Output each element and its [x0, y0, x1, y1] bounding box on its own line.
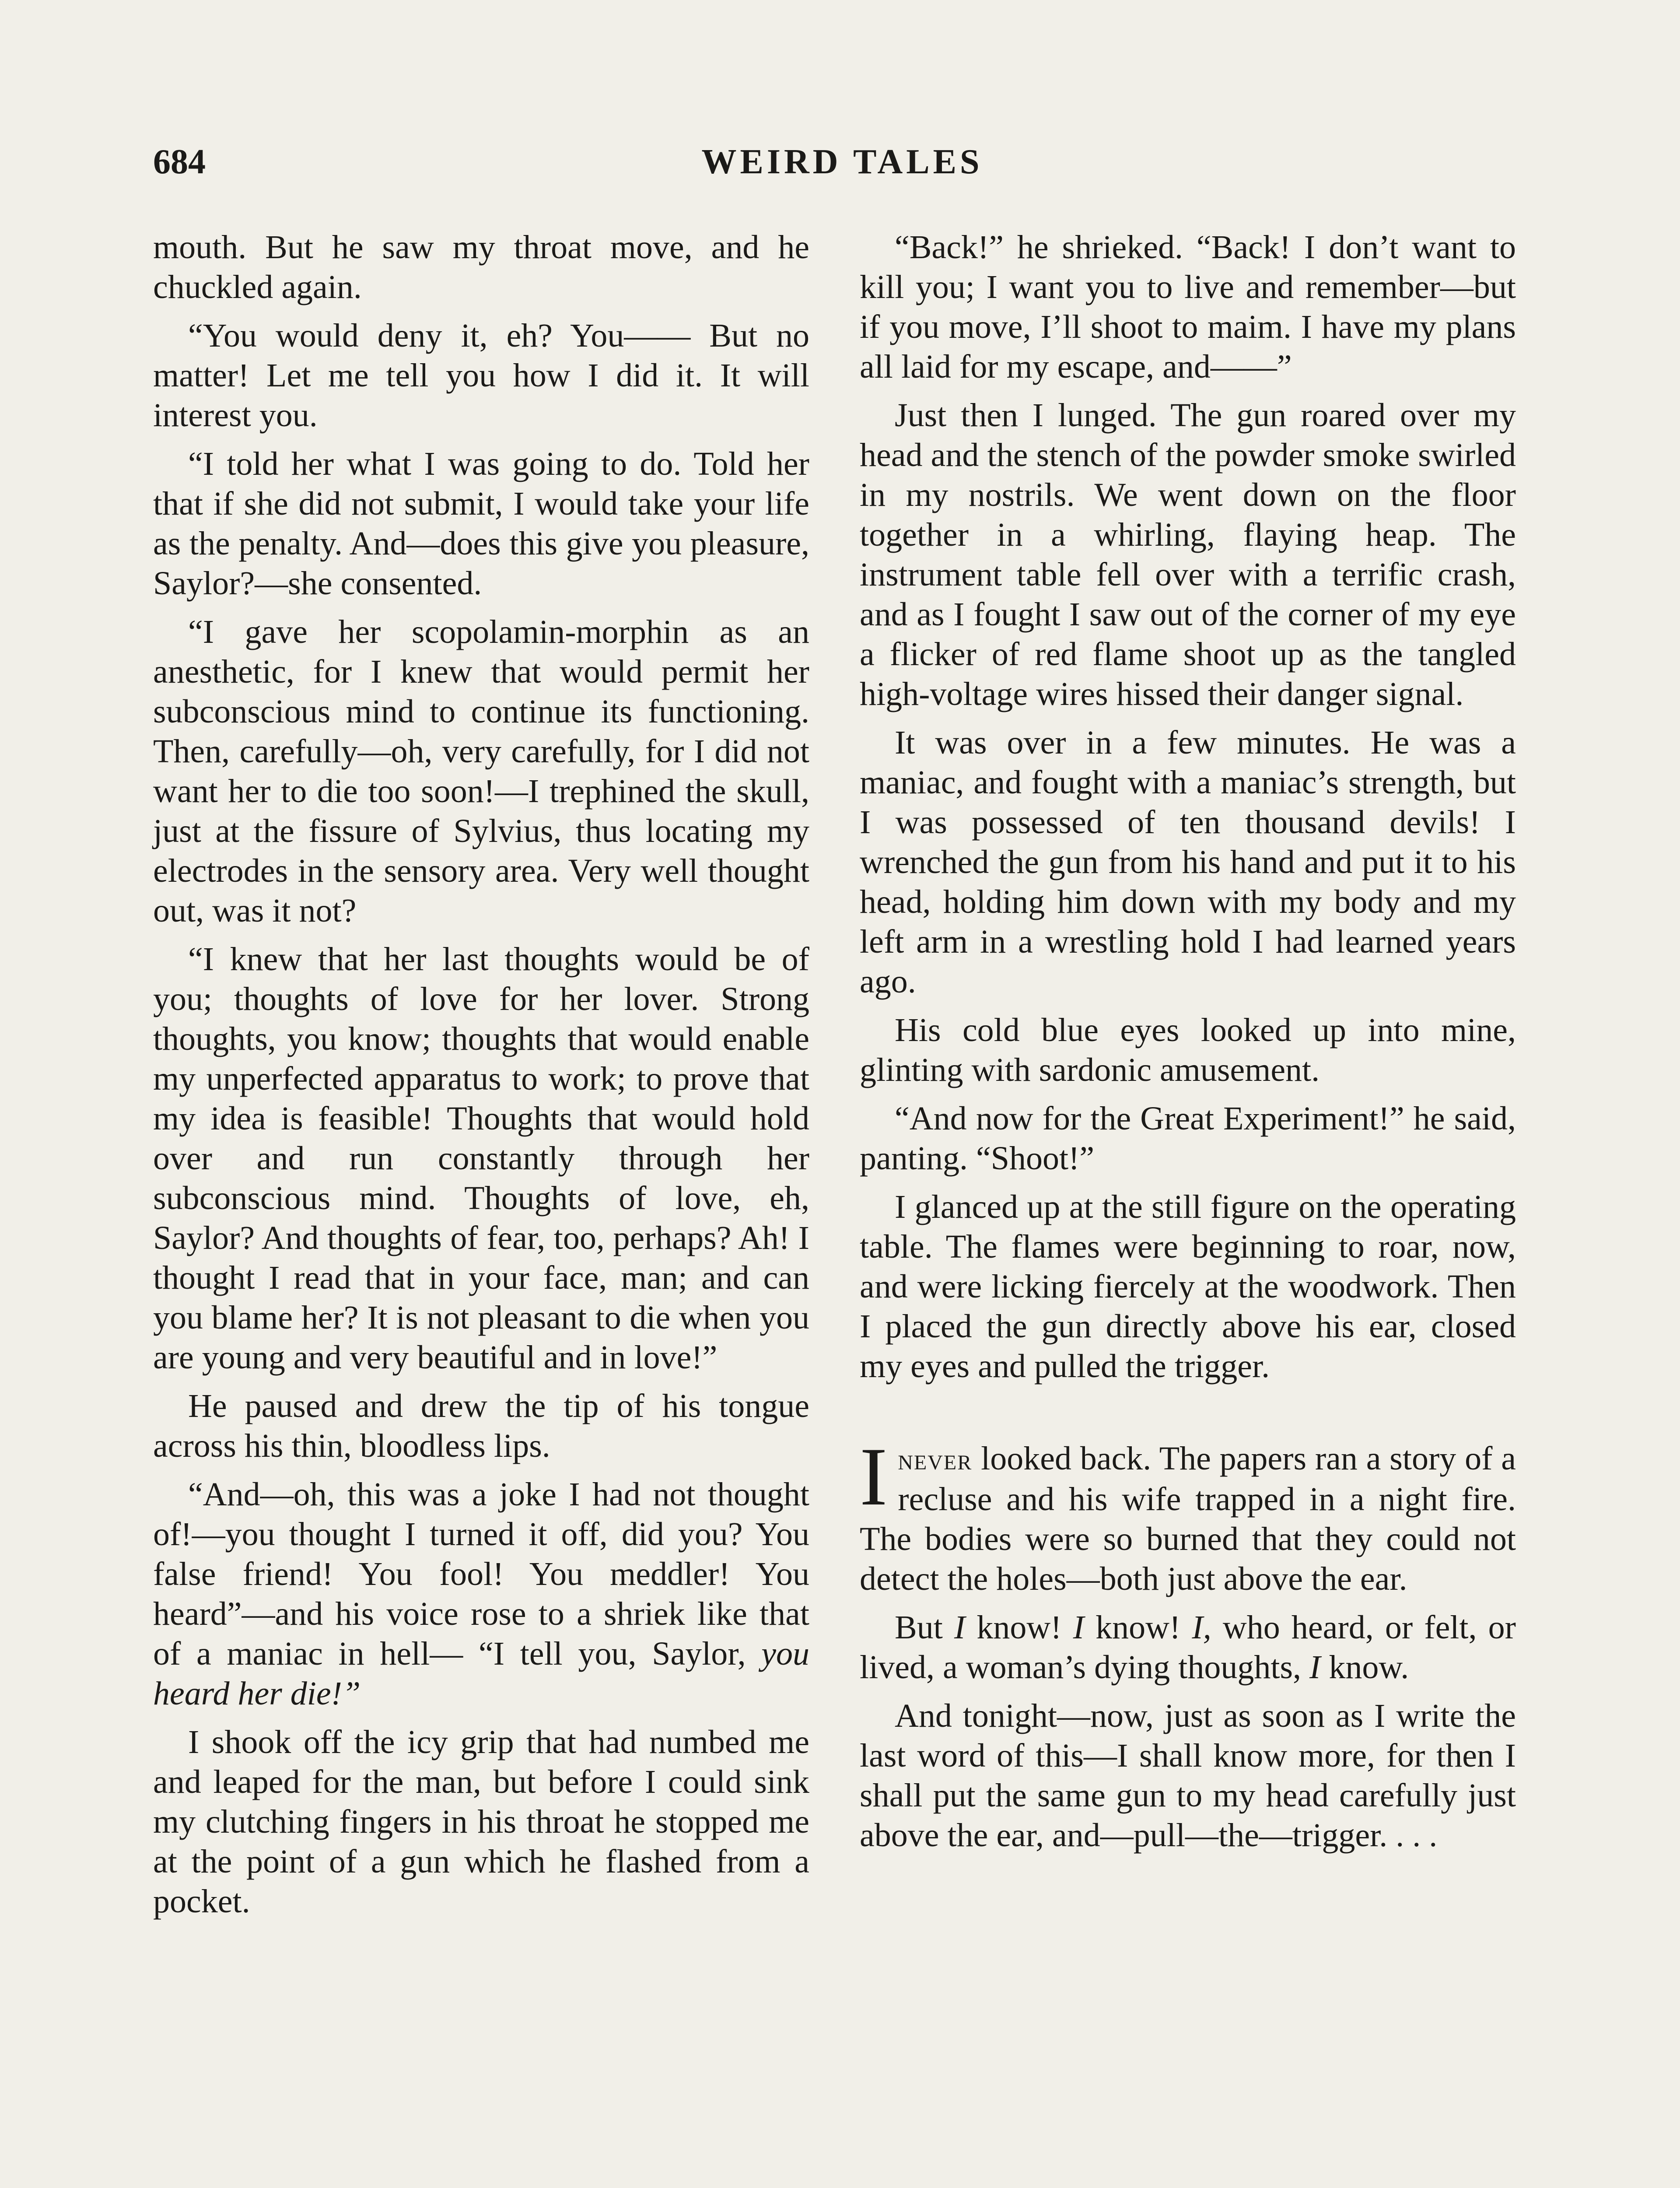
- paragraph: I glanced up at the still figure on the operating table. The flames were beginning to roar, now, and were licking fiercely at the woodwork. Then I placed the gun directly above his ear, closed my eyes and pulled the trigger.: [860, 1189, 1516, 1385]
- italic-text: you heard her die!”: [153, 1635, 809, 1712]
- paragraph: “I gave her scopolamin-morphin as an anesthetic, for I knew that would permit her subconscious mind to continue its functioning. Then, carefully—oh, very carefully, for I did not want her to die too soon!—I trephined the skull, just at the fissure of Sylvius, thus locating my electrodes in the sensory area. Very well thought out, was it not?: [153, 614, 809, 929]
- section-break: [860, 1395, 1516, 1439]
- left-column: [153, 228, 809, 2188]
- paragraph: Just then I lunged. The gun roared over my head and the stench of the powder smoke swirled in my nostrils. We went down on the floor together in a whirling, flaying heap. The instrument table fell over with a terrific crash, and as I fought I saw out of the corner of my eye a flicker of red flame shoot up as the tangled high-voltage wires hissed their danger signal.: [860, 397, 1516, 712]
- paragraph: And tonight—now, just as soon as I write the last word of this—I shall know more, for then I shall put the same gun to my head carefully just above the ear, and—pull—the—trigger. . . .: [860, 1697, 1516, 1854]
- text-run: But: [895, 1609, 954, 1646]
- paragraph: His cold blue eyes looked up into mine, glinting with sardonic amusement.: [860, 1012, 1516, 1088]
- paragraph: “I knew that her last thoughts would be of you; thoughts of love for her lover. Strong thoughts, you know; thoughts that would enable my unperfected apparatus to work; to prove that my idea is feasible! Thoughts that would hold over and run constantly through her subconscious mind. Thoughts of love, eh, Saylor? And thoughts of fear, too, perhaps? Ah! I thought I read that in your face, man; and can you blame her? It is not pleasant to die when you are young and very beautiful and in love!”: [153, 941, 809, 1376]
- italic-text: I: [1309, 1649, 1321, 1686]
- text-run: know.: [1320, 1649, 1409, 1686]
- paragraph: mouth. But he saw my throat move, and he chuckled again.: [153, 229, 809, 305]
- section-opening-paragraph: [860, 1431, 1516, 1599]
- paragraph: “Back!” he shrieked. “Back! I don’t want to kill you; I want you to live and remember—but if you move, I’ll shoot to maim. I have my plans all laid for my escape, and——”: [860, 229, 1516, 385]
- running-title: WEIRD TALES: [701, 143, 983, 181]
- paragraph: I shook off the icy grip that had numbed me and leaped for the man, but before I could sink my clutching fingers in his throat he stopped me at the point of a gun which he flashed from a pocket.: [153, 1724, 809, 1920]
- page-header: [153, 131, 1531, 193]
- italic-text: I: [1073, 1609, 1085, 1646]
- paragraph: “I told her what I was going to do. Told her that if she did not submit, I would take your life as the penalty. And—does this give you pleasure, Saylor?—she consented.: [153, 445, 809, 602]
- page-number: 684: [153, 143, 206, 181]
- text-run: know!: [965, 1609, 1073, 1646]
- paragraph-text: “And—oh, this was a joke I had not thought of!—you thought I turned it off, did you? You false friend! You fool! You meddler! You heard”—and his voice rose to a shriek like that of a maniac in hell— “I tell you, Saylor,: [153, 1476, 809, 1672]
- paragraph: [860, 1608, 1516, 1687]
- small-caps-text: never: [898, 1443, 973, 1476]
- italic-text: I,: [1192, 1609, 1211, 1646]
- paragraph: “You would deny it, eh? You—— But no matter! Let me tell you how I did it. It will interest you.: [153, 317, 809, 434]
- paragraph-text: looked back. The papers ran a story of a recluse and his wife trapped in a night fire. The bodies were so burned that they could not detect the holes—both just above the ear.: [860, 1440, 1516, 1597]
- paragraph: It was over in a few minutes. He was a maniac, and fought with a maniac’s strength, but I was possessed of ten thousand devils! I wrenched the gun from his hand and put it to his head, holding him down with my body and my left arm in a wrestling hold I had learned years ago.: [860, 724, 1516, 1000]
- text-run: know!: [1084, 1609, 1192, 1646]
- paragraph: [153, 1475, 809, 1714]
- drop-cap: I: [860, 1431, 888, 1523]
- paragraph: “And now for the Great Experiment!” he said, panting. “Shoot!”: [860, 1100, 1516, 1177]
- text-run: who heard, or felt, or lived, a woman’s dying thoughts,: [860, 1609, 1516, 1686]
- paragraph: He paused and drew the tip of his tongue across his thin, bloodless lips.: [153, 1388, 809, 1464]
- right-column: [860, 228, 1516, 2188]
- italic-text: I: [954, 1609, 966, 1646]
